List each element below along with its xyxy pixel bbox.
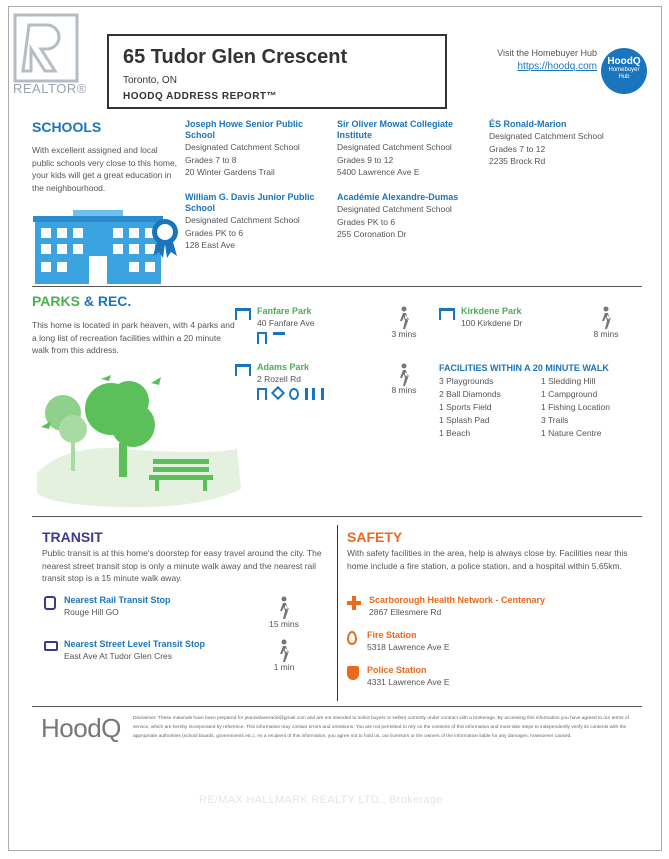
facilities-heading: FACILITIES WITHIN A 20 MINUTE WALK xyxy=(439,363,609,373)
walking-person-icon xyxy=(599,306,613,330)
walk-time: 8 mins xyxy=(391,385,417,395)
safety-description: With safety facilities in the area, help is always close by. Facilities near this home include a fire station, a police station, and a hospital within 5.65km. xyxy=(347,548,628,571)
park-card xyxy=(439,306,599,328)
walking-person-icon xyxy=(277,596,291,620)
ball-diamond-icon xyxy=(271,386,285,400)
school-type: Designated Catchment School xyxy=(337,142,452,152)
facility-item: 1 Nature Centre xyxy=(541,428,602,438)
transit-heading: TRANSIT xyxy=(42,529,103,545)
safety-facility-address: 5318 Lawrence Ave E xyxy=(367,642,450,652)
safety-facility-name[interactable]: Scarborough Health Network - Centenary xyxy=(369,595,546,605)
hub-badge-sub1: Homebuyer xyxy=(608,67,640,73)
school-address: 255 Coronation Dr xyxy=(337,229,407,239)
hospital-icon xyxy=(347,596,361,610)
safety-facility-address: 2867 Ellesmere Rd xyxy=(369,607,442,617)
park-card xyxy=(235,362,395,400)
school-card xyxy=(337,119,485,179)
school-building-icon xyxy=(33,210,181,286)
school-card xyxy=(185,119,329,179)
playground-icon xyxy=(257,388,267,400)
park-address: 2 Rozell Rd xyxy=(257,374,301,384)
walk-time: 3 mins xyxy=(391,329,417,339)
playground-icon xyxy=(257,332,267,344)
facility-item: 1 Campground xyxy=(541,389,598,399)
facility-item: 1 Sledding Hill xyxy=(541,376,596,386)
splash-pad-icon xyxy=(289,388,299,400)
hub-badge-title: HoodQ xyxy=(607,56,641,67)
parks-heading: PARKS & REC. xyxy=(32,293,132,309)
brokerage-watermark: RE/MAX HALLMARK REALTY LTD., Brokerage xyxy=(199,794,443,806)
bench-icon xyxy=(439,308,455,320)
facility-item: 3 Trails xyxy=(541,415,569,425)
facilities-list xyxy=(439,375,501,440)
school-card xyxy=(489,119,639,168)
hoodq-hub-badge[interactable] xyxy=(601,48,647,94)
transit-card xyxy=(44,639,264,661)
section-divider xyxy=(32,706,642,707)
school-type: Designated Catchment School xyxy=(185,215,300,225)
school-grades: Grades PK to 6 xyxy=(185,227,244,238)
parks-description: This home is located in park heaven, with 4 parks and a long list of recreation facilities within a 20 minute walk from this address. xyxy=(32,320,235,355)
park-name[interactable]: Fanfare Park xyxy=(257,306,312,316)
report-page xyxy=(8,6,662,851)
safety-card xyxy=(347,595,637,617)
school-grades: Grades 7 to 12 xyxy=(489,143,546,154)
police-badge-icon xyxy=(347,666,359,680)
realtor-wordmark: REALTOR® xyxy=(13,81,87,96)
section-divider xyxy=(32,516,642,517)
school-type: Designated Catchment School xyxy=(337,204,452,214)
schools-description: With excellent assigned and local public schools very close to this home, your kids will get a great education in the neighbourhood. xyxy=(32,145,178,193)
facility-item: 3 Playgrounds xyxy=(439,376,494,386)
school-name[interactable]: William G. Davis Junior Public School xyxy=(185,192,315,213)
facility-item: 1 Sports Field xyxy=(439,402,492,412)
park-card xyxy=(235,306,385,344)
school-address: 20 Winter Gardens Trail xyxy=(185,167,275,177)
transit-stop-title[interactable]: Nearest Rail Transit Stop xyxy=(64,595,171,605)
walking-person-icon xyxy=(397,306,411,330)
column-divider xyxy=(337,525,338,701)
school-address: 5400 Lawrence Ave E xyxy=(337,167,420,177)
school-name[interactable]: Sir Oliver Mowat Collegiate Institute xyxy=(337,119,454,140)
hub-link[interactable]: https://hoodq.com xyxy=(517,61,597,72)
school-name[interactable]: Académie Alexandre-Dumas xyxy=(337,192,459,202)
disclaimer-text: Disclaimer: These materials have been prepared for jeannielaveracki@gmail.com and are not intended to solicit buyers or sellers currently under contract with a brokerage. By accessing this information you have agreed to our terms of service, which are hereby incorporated by reference. This information may contain errors and omissions. You are not permitted to rely on the contents of this information and must take steps to independently verify its contents with the appropriate authorities (school boards, governments etc.). As a recipient of this information, you agree not to hold us, our licensors or the owners of the information liable for any damages, howsoever caused. xyxy=(133,716,629,739)
walk-time: 1 min xyxy=(273,662,295,672)
school-address: 2235 Brock Rd xyxy=(489,156,546,166)
safety-card xyxy=(347,665,637,687)
hub-promo-text: Visit the Homebuyer Hub xyxy=(497,48,597,58)
facility-item: 2 Ball Diamonds xyxy=(439,389,501,399)
facilities-list xyxy=(541,375,610,440)
facility-item: 1 Splash Pad xyxy=(439,415,490,425)
school-address: 128 East Ave xyxy=(185,240,235,250)
walk-time: 15 mins xyxy=(269,619,299,629)
park-illustration-icon xyxy=(33,373,243,509)
transit-description: Public transit is at this home's doorstep for easy travel around the city. The nearest street transit stop is only a minute walk away and the nearest rail transit stop is a 15 minute walk away. xyxy=(42,548,322,583)
report-title: HOODQ ADDRESS REPORT™ xyxy=(123,91,278,102)
property-city: Toronto, ON xyxy=(123,75,177,86)
school-grades: Grades 9 to 12 xyxy=(337,154,394,165)
transit-stop-name: East Ave At Tudor Glen Cres xyxy=(64,651,173,661)
walk-time: 8 mins xyxy=(593,329,619,339)
facility-item: 1 Fishing Location xyxy=(541,402,610,412)
hub-badge-sub2: Hub xyxy=(618,74,630,80)
schools-heading: SCHOOLS xyxy=(32,119,102,135)
school-grades: Grades 7 to 8 xyxy=(185,154,237,165)
section-divider xyxy=(32,286,642,287)
safety-facility-name[interactable]: Police Station xyxy=(367,665,427,675)
bus-icon xyxy=(44,641,58,651)
safety-card xyxy=(347,630,637,652)
school-card xyxy=(185,192,329,252)
safety-facility-address: 4331 Lawrence Ave E xyxy=(367,677,450,687)
hoodq-logo: HoodQ xyxy=(41,713,121,743)
transit-stop-title[interactable]: Nearest Street Level Transit Stop xyxy=(64,639,206,649)
safety-facility-name[interactable]: Fire Station xyxy=(367,630,417,640)
train-icon xyxy=(44,596,56,610)
school-card xyxy=(337,192,485,241)
school-name[interactable]: ÉS Ronald-Marion xyxy=(489,119,567,129)
walking-person-icon xyxy=(397,363,411,387)
trail-icon xyxy=(305,388,315,400)
school-type: Designated Catchment School xyxy=(489,131,604,141)
park-address: 100 Kirkdene Dr xyxy=(461,318,523,328)
address-box xyxy=(107,34,447,109)
school-name[interactable]: Joseph Howe Senior Public School xyxy=(185,119,304,140)
bench-icon xyxy=(273,332,285,342)
fire-icon xyxy=(347,631,357,645)
facility-item: 1 Beach xyxy=(439,428,471,438)
school-grades: Grades PK to 6 xyxy=(337,216,396,227)
sports-field-icon xyxy=(321,388,329,400)
transit-card xyxy=(44,595,264,617)
safety-heading: SAFETY xyxy=(347,529,403,545)
park-name[interactable]: Kirkdene Park xyxy=(461,306,522,316)
walking-person-icon xyxy=(277,639,291,663)
bench-icon xyxy=(235,308,251,320)
bench-icon xyxy=(235,364,251,376)
property-address: 65 Tudor Glen Crescent xyxy=(123,46,348,68)
school-type: Designated Catchment School xyxy=(185,142,300,152)
park-address: 40 Fanfare Ave xyxy=(257,318,315,328)
transit-stop-name: Rouge Hill GO xyxy=(64,607,119,617)
park-name[interactable]: Adams Park xyxy=(257,362,310,372)
